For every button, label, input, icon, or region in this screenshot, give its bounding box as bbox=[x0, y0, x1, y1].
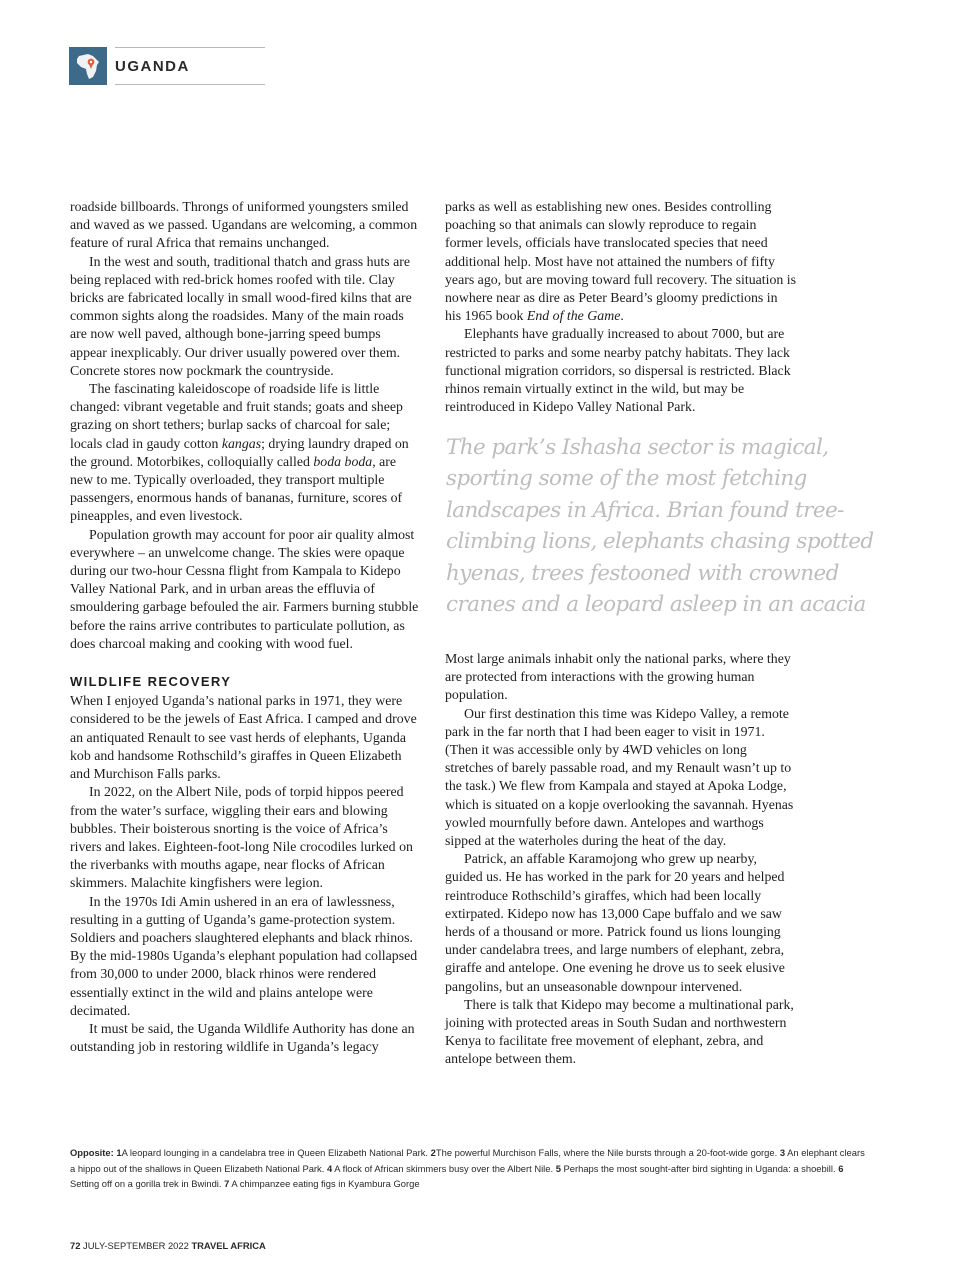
paragraph: Patrick, an affable Karamojong who grew up nearby, guided us. He has worked in the park for 20 years and helped reintroduce Rothschild’s giraffes, which had been locally extirpated. Kidepo now has 13,000 Cape buffalo and we saw herds of a thousand or more. Patrick found us lions lounging under candelabra trees, and large numbers of elephant, zebra, giraffe and antelope. One evening he drove us to seek elusive pangolins, but an unseasonable downpour intervened. bbox=[445, 851, 785, 994]
caption-text: The powerful Murchison Falls, where the Nile bursts through a 20-foot-wide gorge. bbox=[435, 1147, 778, 1158]
italic-term: boda boda bbox=[313, 453, 373, 469]
section-header bbox=[69, 47, 197, 85]
paragraph: There is talk that Kidepo may become a multinational park, joining with protected areas in South Sudan and northwestern Kenya to facilitate free movement of elephant, zebra, and antelope between them. bbox=[445, 996, 794, 1067]
section-label: UGANDA bbox=[115, 58, 190, 75]
paragraph: In the west and south, traditional thatch and grass huts are being replaced with red-brick homes roofed with tile. Clay bricks are fabricated locally in small wood-fired kilns that are common sights along the roadsides. Many of the main roads are now well paved, although bone-jarring speed bumps appear inexplicably. Our driver usually powered over them. Concrete stores now pockmark the countryside. bbox=[70, 253, 412, 378]
paragraph-kaleidoscope bbox=[70, 380, 420, 526]
pull-quote: The park’s Ishasha sector is magical, sporting some of the most fetching landscapes in Africa. Brian found tree-climbing lions, elephants chasing spotted hyenas, trees festooned with crowned cranes and a leopard asleep in an acacia bbox=[446, 435, 874, 618]
paragraph: In the 1970s Idi Amin ushered in an era of lawlessness, resulting in a gutting of Uganda’s game-protection system. Soldiers and poachers slaughtered elephants and black rhinos. By the mid-1980s Uganda’s elephant population had collapsed from 30,000 to under 2000, black rhinos were rendered essentially extinct in the wild and plains antelope were decimated. bbox=[70, 893, 418, 1018]
caption-text: Setting off on a gorilla trek in Bwindi. bbox=[70, 1178, 222, 1189]
header-rule-bottom bbox=[115, 84, 265, 85]
right-column-top bbox=[445, 198, 797, 416]
caption-text: A chimpanzee eating figs in Kyambura Gorge bbox=[231, 1178, 420, 1189]
text-run: . bbox=[620, 308, 624, 324]
caption-number: 6 bbox=[838, 1162, 844, 1174]
paragraph: Our first destination this time was Kidepo Valley, a remote park in the far north that I had been eager to visit in 1971. (Then it was accessible only by 4WD vehicles on long stretches of barely passable road, and my Renault wasn’t up to the task.) We flew from Kampala and stayed at Apoka Lodge, which is situated on a kopje overlooking the savannah. Hyenas yowled mournfully before dawn. Antelopes and warthogs sipped at the waterholes during the heat of the day. bbox=[445, 705, 794, 849]
caption-number: 5 bbox=[555, 1162, 561, 1174]
magazine-name: TRAVEL AFRICA bbox=[191, 1240, 266, 1251]
caption-number: 1 bbox=[116, 1147, 122, 1158]
text-run: , are new to me. Typically overloaded, they transport multiple passengers, enormous hands of bananas, furniture, scores of pineapples, and even livestock. bbox=[70, 453, 403, 524]
paragraph: roadside billboards. Throngs of uniformed youngsters smiled and waved as we passed. Ugandans are welcoming, a common feature of rural Africa that remains unchanged. bbox=[70, 199, 418, 251]
paragraph: When I enjoyed Uganda’s national parks in 1971, they were considered to be the jewels of East Africa. I camped and drove an antiquated Renault to see vast herds of elephants, Uganda kob and handsome Rothschild’s giraffes in Queen Elizabeth and Murchison Falls parks. bbox=[70, 693, 417, 782]
header-rule-top bbox=[115, 47, 265, 48]
caption-number: 3 bbox=[779, 1147, 786, 1158]
caption-text: Perhaps the most sought-after bird sighting in Uganda: a shoebill. bbox=[563, 1162, 836, 1174]
paragraph: Elephants have gradually increased to about 7000, but are restricted to parks and some nearby patchy habitats. They lack functional migration corridors, so dispersal is restricted. Black rhinos remain virtually extinct in the wild, but may be reintroduced in Kidepo Valley National Park. bbox=[445, 326, 791, 415]
caption-text: A flock of African skimmers busy over the Albert Nile. bbox=[334, 1162, 554, 1174]
caption-number: 4 bbox=[326, 1162, 333, 1174]
left-column bbox=[70, 198, 420, 1056]
page-footer bbox=[70, 1240, 266, 1251]
photo-caption bbox=[70, 1145, 870, 1192]
caption-text: An elephant clears a hippo out of the shallows in Queen Elizabeth National Park. bbox=[70, 1147, 865, 1174]
paragraph: Population growth may account for poor air quality almost everywhere – an unwelcome change. The skies were opaque during our two-hour Cessna flight from Kampala to Kidepo Valley National Park, and in urban areas the effluvia of smouldering garbage befouled the air. Farmers burning stubble before the rains arrive contributes to particulate pollution, as does charcoal making and cooking with wood fuel. bbox=[70, 526, 419, 651]
paragraph: It must be said, the Uganda Wildlife Authority has done an outstanding job in restoring wildlife in Uganda’s legacy bbox=[70, 1020, 415, 1055]
text-run: ; drying laundry draped on the ground. Motorbikes, colloquially called bbox=[70, 435, 409, 469]
text-run: The fascinating kaleidoscope of roadside life is little changed: vibrant vegetable and fruit stands; goats and sheep grazing on short tethers; burlap sacks of charcoal for sale; locals clad in gaudy cotton bbox=[70, 381, 403, 451]
caption-number: 2 bbox=[430, 1147, 436, 1158]
paragraph: Most large animals inhabit only the national parks, where they are protected from interactions with the growing human population. bbox=[445, 651, 791, 703]
caption-text: A leopard lounging in a candelabra tree in Queen Elizabeth National Park. bbox=[121, 1147, 429, 1158]
paragraph: In 2022, on the Albert Nile, pods of torpid hippos peered from the water’s surface, wiggling their ears and blowing bubbles. Their boisterous snorting is the voice of Africa’s rivers and lakes. Eighteen-foot-long Nile crocodiles lurked on the riverbanks with mouths agape, near flocks of African skimmers. Malachite kingfishers were legion. bbox=[70, 784, 413, 891]
paragraph-legacy bbox=[445, 198, 797, 325]
africa-map-pin-icon bbox=[69, 47, 107, 85]
text-run: parks as well as establishing new ones. Besides controlling poaching so that animals can slowly reproduce to regain former levels, officials have translocated species that need additional help. Most have not attained the numbers of fifty years ago, but are moving toward full recovery. The situation is nowhere near as dire as Peter Beard’s gloomy predictions in his 1965 book bbox=[445, 199, 796, 324]
subheading: WILDLIFE RECOVERY bbox=[70, 674, 232, 690]
book-title: End of the Game bbox=[526, 308, 621, 324]
caption-lead: Opposite: bbox=[70, 1147, 114, 1158]
issue-date: JULY-SEPTEMBER 2022 bbox=[83, 1240, 189, 1251]
caption-number: 7 bbox=[224, 1178, 230, 1189]
right-column-bottom bbox=[445, 650, 797, 1069]
page-number: 72 bbox=[70, 1240, 81, 1251]
italic-term: kangas bbox=[221, 435, 262, 451]
